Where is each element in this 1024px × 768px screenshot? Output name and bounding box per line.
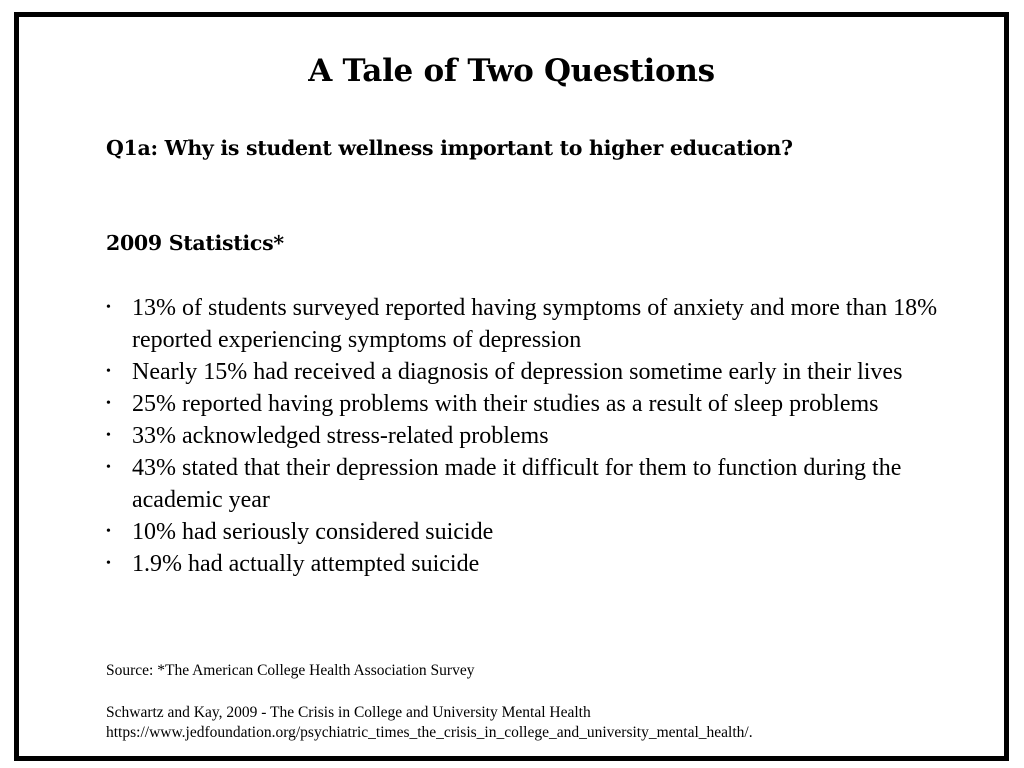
list-item-text: 1.9% had actually attempted suicide bbox=[132, 551, 480, 577]
bullet-icon: • bbox=[106, 396, 111, 411]
list-item bbox=[106, 420, 946, 452]
list-item-text: 43% stated that their depression made it difficult for them to function during the academic year bbox=[132, 455, 902, 513]
list-item-text: 33% acknowledged stress-related problems bbox=[132, 423, 549, 449]
bullet-icon: • bbox=[106, 524, 111, 539]
bullet-icon: • bbox=[106, 556, 111, 571]
list-item-text: Nearly 15% had received a diagnosis of depression sometime early in their lives bbox=[132, 359, 903, 385]
list-item bbox=[106, 292, 946, 356]
citation-url: https://www.jedfoundation.org/psychiatric_times_the_crisis_in_college_and_university_mental_health/. bbox=[106, 724, 753, 741]
statistics-list bbox=[106, 292, 946, 580]
citation-text: Schwartz and Kay, 2009 - The Crisis in College and University Mental Health bbox=[106, 704, 591, 721]
statistics-heading: 2009 Statistics* bbox=[106, 231, 284, 255]
bullet-icon: • bbox=[106, 428, 111, 443]
list-item bbox=[106, 516, 946, 548]
list-item bbox=[106, 548, 946, 580]
slide-frame bbox=[14, 12, 1009, 761]
bullet-icon: • bbox=[106, 460, 111, 475]
slide-title: A Tale of Two Questions bbox=[308, 53, 715, 89]
list-item bbox=[106, 452, 946, 516]
list-item bbox=[106, 356, 946, 388]
bullet-icon: • bbox=[106, 364, 111, 379]
slide-content bbox=[19, 17, 1004, 756]
list-item bbox=[106, 388, 946, 420]
list-item-text: 13% of students surveyed reported having symptoms of anxiety and more than 18% reported experiencing symptoms of depression bbox=[132, 295, 938, 353]
question-heading: Q1a: Why is student wellness important to higher education? bbox=[106, 136, 793, 160]
list-item-text: 25% reported having problems with their studies as a result of sleep problems bbox=[132, 391, 879, 417]
list-item-text: 10% had seriously considered suicide bbox=[132, 519, 494, 545]
bullet-icon: • bbox=[106, 300, 111, 315]
source-note: Source: *The American College Health Association Survey bbox=[106, 662, 475, 679]
citation bbox=[106, 703, 986, 743]
